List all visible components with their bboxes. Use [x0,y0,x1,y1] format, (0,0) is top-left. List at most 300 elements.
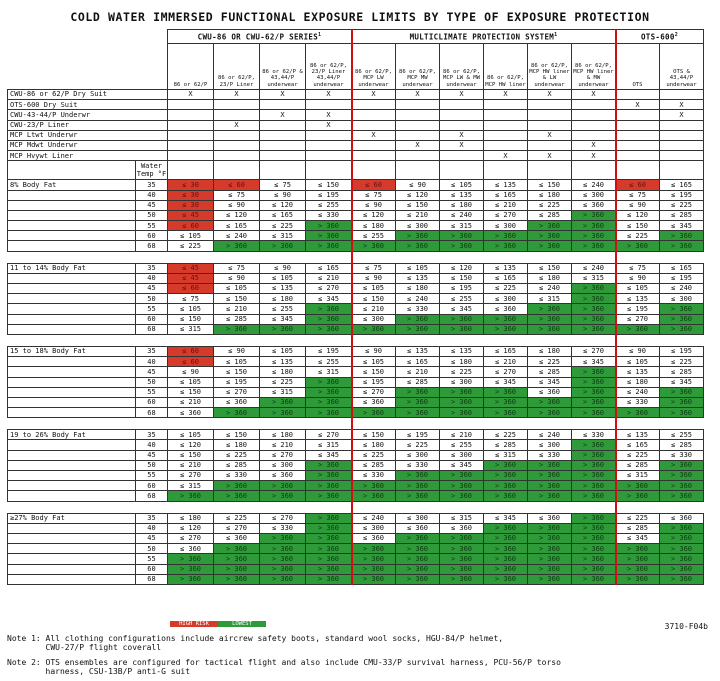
spacer [660,501,704,513]
group-label-blank [8,397,136,407]
limit-cell: ≤ 105 [396,263,440,273]
limit-cell: ≤ 105 [168,231,214,241]
group-label-blank [8,314,136,324]
limit-cell: ≤ 360 [660,513,704,523]
limit-cell: ≤ 195 [660,273,704,283]
limit-cell: > 360 [168,491,214,501]
group-label-blank [8,471,136,481]
limit-cell: ≤ 165 [306,263,352,273]
limit-cell: ≤ 255 [660,430,704,440]
limit-cell: > 360 [484,471,528,481]
config-mark: X [168,90,214,100]
limit-cell: ≤ 360 [572,200,616,210]
water-temp: 35 [136,263,168,273]
limit-cell: > 360 [352,491,396,501]
limit-cell: ≤ 240 [616,387,660,397]
spacer [528,251,572,263]
limit-cell: ≤ 240 [214,231,260,241]
water-temp: 35 [136,513,168,523]
limit-cell: ≤ 135 [396,346,440,356]
spacer [616,418,660,430]
spacer [260,418,306,430]
limit-cell: > 360 [396,408,440,418]
config-mark [616,120,660,130]
water-temp: 35 [136,180,168,190]
config-mark [352,100,396,110]
limit-cell: ≤ 330 [214,471,260,481]
limit-cell: > 360 [352,564,396,574]
spacer [136,334,168,346]
limit-cell: ≤ 270 [306,284,352,294]
config-mark: X [572,140,616,150]
limit-cell: ≤ 270 [260,513,306,523]
limit-cell: ≤ 150 [168,314,214,324]
limit-cell: > 360 [528,564,572,574]
config-mark [396,120,440,130]
limit-cell: ≤ 135 [484,263,528,273]
water-temp-header: Water Temp °F [136,162,167,179]
limit-cell: > 360 [484,397,528,407]
group-label-blank [8,210,136,220]
limit-cell: > 360 [260,408,306,418]
header-blank [8,44,136,90]
limit-cell: ≤ 105 [352,284,396,294]
limit-cell: ≤ 180 [440,357,484,367]
limit-cell: ≤ 225 [168,241,214,251]
spacer [440,418,484,430]
limit-cell: ≤ 300 [396,513,440,523]
limit-cell: > 360 [306,554,352,564]
limit-cell: > 360 [440,554,484,564]
config-mark: X [306,90,352,100]
spacer [484,418,528,430]
limit-cell: > 360 [214,564,260,574]
water-temp: 68 [136,324,168,334]
group-header-1 [168,30,352,44]
limit-cell: > 360 [572,397,616,407]
limit-cell: ≤ 60 [168,357,214,367]
limit-cell: ≤ 105 [168,377,214,387]
config-mark: X [306,110,352,120]
limit-cell: ≤ 225 [440,367,484,377]
limit-cell: ≤ 105 [260,273,306,283]
group-label-blank [8,294,136,304]
config-mark [396,110,440,120]
config-mark [396,100,440,110]
column-header: 86 or 62/P [168,44,214,90]
limit-cell: ≤ 120 [352,210,396,220]
limit-cell: ≤ 105 [352,357,396,367]
spacer [168,251,214,263]
limit-cell: ≤ 45 [168,263,214,273]
limit-cell: ≤ 285 [214,460,260,470]
limit-cell: ≤ 180 [260,294,306,304]
limit-cell: ≤ 360 [528,387,572,397]
spacer [136,501,168,513]
limit-cell: ≤ 165 [260,210,306,220]
limit-cell: ≤ 270 [352,387,396,397]
body-fat-group-label: 19 to 26% Body Fat [8,430,136,440]
limit-cell: ≤ 120 [168,523,214,533]
spacer [572,418,616,430]
limit-cell: > 360 [660,397,704,407]
limit-cell: ≤ 345 [440,460,484,470]
limit-cell: > 360 [616,241,660,251]
limit-cell: ≤ 90 [396,180,440,190]
water-temp: 35 [136,346,168,356]
limit-cell: ≤ 285 [660,440,704,450]
limit-cell: ≤ 45 [168,210,214,220]
spacer [396,334,440,346]
limit-cell: ≤ 315 [440,221,484,231]
config-mark: X [306,120,352,130]
limit-cell: ≤ 360 [168,544,214,554]
group-note-ref: 2 [674,32,679,39]
limit-cell: > 360 [306,221,352,231]
group-label-blank [8,440,136,450]
limit-cell: ≤ 180 [260,430,306,440]
config-mark [484,120,528,130]
divider-line-ots [615,29,617,585]
spacer [8,251,136,263]
config-mark [616,130,660,140]
limit-cell: > 360 [396,231,440,241]
spacer [660,418,704,430]
limit-cell: > 360 [352,574,396,584]
body-fat-group-label: 11 to 14% Body Fat [8,263,136,273]
spacer [572,334,616,346]
limit-cell: > 360 [440,533,484,543]
spacer [352,418,396,430]
column-header: 86 or 62/P, MCP HW liner & LW underwear [528,44,572,90]
spacer [306,334,352,346]
limit-cell: ≤ 195 [440,284,484,294]
limit-cell: ≤ 210 [168,460,214,470]
spacer [352,334,396,346]
limit-cell: > 360 [484,523,528,533]
config-mark [484,130,528,140]
limit-cell: ≤ 60 [168,346,214,356]
config-mark [616,90,660,100]
limit-cell: ≤ 300 [484,294,528,304]
limit-cell: > 360 [214,554,260,564]
limit-cell: > 360 [396,397,440,407]
legend-lowest: LOWEST [218,621,266,627]
limit-cell: ≤ 315 [260,387,306,397]
config-mark: X [214,90,260,100]
limit-cell: ≤ 150 [168,387,214,397]
limit-cell: > 360 [616,574,660,584]
limit-cell: ≤ 315 [168,481,214,491]
limit-cell: ≤ 105 [168,430,214,440]
limit-cell: ≤ 75 [214,190,260,200]
limit-cell: > 360 [306,377,352,387]
config-mark [660,120,704,130]
limit-cell: ≤ 270 [214,523,260,533]
limit-cell: ≤ 270 [484,210,528,220]
config-mark: X [440,90,484,100]
config-mark: X [260,110,306,120]
limit-cell: ≤ 210 [484,357,528,367]
group-label-blank [8,324,136,334]
limit-cell: ≤ 270 [616,314,660,324]
limit-cell: ≤ 300 [260,460,306,470]
limit-cell: ≤ 285 [528,210,572,220]
limit-cell: ≤ 180 [528,346,572,356]
limit-cell: > 360 [396,481,440,491]
limit-cell: > 360 [660,523,704,533]
table-cell [396,161,440,180]
config-mark [214,100,260,110]
config-mark [214,140,260,150]
config-mark [352,151,396,161]
limit-cell: ≤ 120 [616,210,660,220]
config-row-label: CWU-43-44/P Underwr [8,110,168,120]
config-mark: X [440,140,484,150]
group-label-blank [8,481,136,491]
limit-cell: ≤ 240 [528,430,572,440]
limit-cell: > 360 [572,533,616,543]
config-mark: X [528,151,572,161]
limit-cell: ≤ 195 [306,190,352,200]
limit-cell: > 360 [306,513,352,523]
limit-cell: > 360 [528,523,572,533]
limit-cell: ≤ 255 [352,231,396,241]
water-temp: 50 [136,294,168,304]
group-label: CWU-86 OR CWU-62/P SERIES [197,32,319,42]
limit-cell: > 360 [572,284,616,294]
config-mark [396,130,440,140]
limit-cell: ≤ 360 [214,533,260,543]
spacer [260,334,306,346]
limit-cell: ≤ 270 [214,387,260,397]
limit-cell: > 360 [484,481,528,491]
limit-cell: > 360 [484,231,528,241]
water-temp: 45 [136,284,168,294]
water-temp: 40 [136,357,168,367]
limit-cell: > 360 [352,408,396,418]
water-temp: 50 [136,377,168,387]
limit-cell: ≤ 180 [616,377,660,387]
limit-cell: ≤ 135 [260,284,306,294]
config-mark: X [214,120,260,130]
water-temp: 55 [136,554,168,564]
limit-cell: ≤ 300 [572,190,616,200]
config-mark: X [352,90,396,100]
group-label-blank [8,190,136,200]
column-header: 86 or 62/P, 23/P Liner 43,44/P underwear [306,44,352,90]
limit-cell: > 360 [572,523,616,533]
config-mark [572,120,616,130]
config-mark: X [616,100,660,110]
limit-cell: > 360 [440,564,484,574]
limit-cell: > 360 [572,460,616,470]
limit-cell: ≤ 360 [352,533,396,543]
group-label-blank [8,367,136,377]
limit-cell: > 360 [660,387,704,397]
spacer [484,251,528,263]
limit-cell: ≤ 180 [352,440,396,450]
group-label-blank [8,273,136,283]
group-label-blank [8,460,136,470]
limit-cell: ≤ 300 [352,314,396,324]
limit-cell: ≤ 30 [168,200,214,210]
config-mark: X [260,90,306,100]
limit-cell: > 360 [352,241,396,251]
group-label-blank [8,231,136,241]
config-mark [306,100,352,110]
limit-cell: ≤ 30 [168,180,214,190]
config-mark: X [440,130,484,140]
limit-cell: > 360 [572,241,616,251]
spacer [396,418,440,430]
limit-cell: ≤ 345 [484,513,528,523]
limit-cell: ≤ 345 [440,304,484,314]
limit-cell: ≤ 135 [440,190,484,200]
config-mark [168,130,214,140]
limit-cell: ≤ 210 [396,367,440,377]
config-mark [528,120,572,130]
limit-cell: > 360 [660,314,704,324]
config-mark [616,140,660,150]
config-mark [660,140,704,150]
limit-cell: ≤ 315 [306,440,352,450]
limit-cell: ≤ 330 [660,450,704,460]
config-mark [214,130,260,140]
limit-cell: > 360 [484,241,528,251]
limit-cell: > 360 [528,408,572,418]
limit-cell: ≤ 60 [168,284,214,294]
legend [170,621,266,627]
limit-cell: ≤ 330 [396,304,440,314]
limit-cell: > 360 [572,324,616,334]
limit-cell: > 360 [440,397,484,407]
limit-cell: ≤ 105 [440,180,484,190]
limit-cell: > 360 [306,481,352,491]
config-mark [214,110,260,120]
limit-cell: ≤ 90 [168,367,214,377]
limit-cell: ≤ 315 [260,231,306,241]
table-cell [168,161,214,180]
spacer [616,334,660,346]
limit-cell: > 360 [306,324,352,334]
limit-cell: > 360 [572,450,616,460]
limit-cell: ≤ 90 [214,346,260,356]
limit-cell: ≤ 285 [616,523,660,533]
limit-cell: > 360 [306,241,352,251]
limit-cell: ≤ 150 [214,430,260,440]
config-mark: X [572,151,616,161]
limit-cell: ≤ 225 [260,221,306,231]
water-temp: 45 [136,450,168,460]
limit-cell: ≤ 240 [396,294,440,304]
limit-cell: > 360 [484,554,528,564]
config-mark [484,100,528,110]
config-mark: X [528,130,572,140]
limit-cell: ≤ 150 [396,200,440,210]
spacer [484,334,528,346]
limit-cell: > 360 [572,210,616,220]
limit-cell: > 360 [660,554,704,564]
limit-cell: ≤ 225 [528,200,572,210]
body-fat-group-label: ≥27% Body Fat [8,513,136,523]
limit-cell: > 360 [660,574,704,584]
limit-cell: > 360 [260,481,306,491]
limit-cell: > 360 [440,387,484,397]
spacer [260,251,306,263]
limit-cell: > 360 [660,544,704,554]
config-mark [352,140,396,150]
limit-cell: > 360 [572,554,616,564]
limit-cell: ≤ 150 [528,180,572,190]
water-temp: 40 [136,440,168,450]
limit-cell: > 360 [306,471,352,481]
limit-cell: ≤ 75 [168,294,214,304]
limit-cell: > 360 [484,544,528,554]
limit-cell: > 360 [528,460,572,470]
config-row-label: MCP Hvywt Liner [8,151,168,161]
limit-cell: ≤ 360 [214,397,260,407]
limit-cell: ≤ 210 [260,440,306,450]
limit-cell: ≤ 360 [484,304,528,314]
group-label-blank [8,377,136,387]
water-temp: 55 [136,221,168,231]
limit-cell: > 360 [528,324,572,334]
column-header: 86 or 62/P, MCP LW underwear [352,44,396,90]
limit-cell: ≤ 255 [440,440,484,450]
limit-cell: > 360 [660,491,704,501]
limit-cell: > 360 [528,533,572,543]
limit-cell: ≤ 315 [168,324,214,334]
limit-cell: > 360 [440,544,484,554]
limit-cell: > 360 [306,564,352,574]
limit-cell: > 360 [616,408,660,418]
config-mark [396,151,440,161]
group-label-blank [8,554,136,564]
config-mark: X [660,110,704,120]
spacer [352,501,396,513]
limit-cell: > 360 [572,221,616,231]
limit-cell: > 360 [396,544,440,554]
config-mark [484,110,528,120]
spacer [8,334,136,346]
limit-cell: > 360 [528,554,572,564]
group-note-ref: 1 [318,32,322,39]
limit-cell: > 360 [616,481,660,491]
config-mark [168,140,214,150]
limit-cell: ≤ 60 [168,221,214,231]
limit-cell: > 360 [572,408,616,418]
limit-cell: > 360 [572,491,616,501]
limit-cell: ≤ 240 [440,210,484,220]
limit-cell: > 360 [260,241,306,251]
limit-cell: ≤ 135 [396,273,440,283]
limit-cell: ≤ 150 [352,367,396,377]
limit-cell: ≤ 75 [260,180,306,190]
limit-cell: ≤ 225 [484,284,528,294]
limit-cell: > 360 [616,491,660,501]
config-mark [660,151,704,161]
group-label-blank [8,523,136,533]
limit-cell: ≤ 345 [660,221,704,231]
limit-cell: ≤ 345 [572,357,616,367]
group-label-blank [8,533,136,543]
limit-cell: > 360 [528,471,572,481]
table-cell [660,161,704,180]
limit-cell: ≤ 315 [440,513,484,523]
column-header: 86 or 62/P, MCP HW liner [484,44,528,90]
group-note-ref: 1 [554,32,558,39]
